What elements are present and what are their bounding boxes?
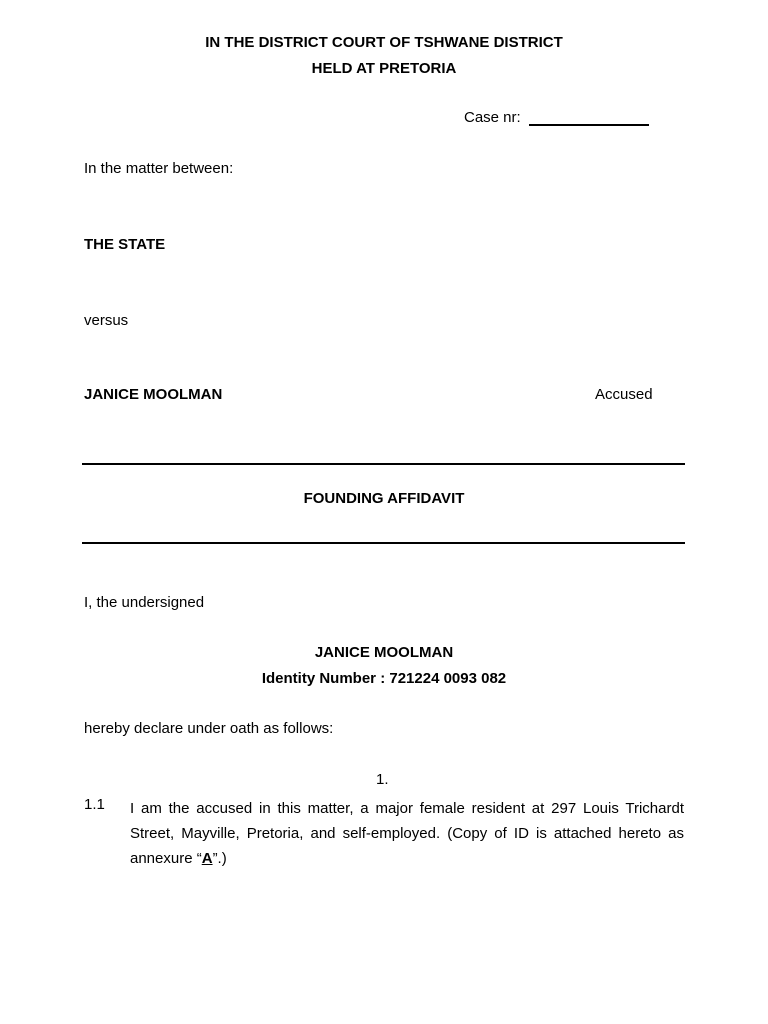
paragraph-text-end: ”.) xyxy=(212,850,227,867)
plaintiff-name: THE STATE xyxy=(84,236,166,253)
deponent-intro: I, the undersigned xyxy=(84,594,205,611)
versus-text: versus xyxy=(84,312,129,329)
annexure-reference: A xyxy=(201,850,213,867)
accused-name: JANICE MOOLMAN xyxy=(84,386,223,403)
section-number: 1. xyxy=(376,771,389,788)
accused-role: Accused xyxy=(595,386,653,403)
title-bottom-rule xyxy=(82,542,685,544)
document-title: FOUNDING AFFIDAVIT xyxy=(303,490,465,507)
matter-intro: In the matter between: xyxy=(84,160,234,177)
title-top-rule xyxy=(82,463,685,465)
held-at-heading: HELD AT PRETORIA xyxy=(311,60,457,77)
case-number-label: Case nr: xyxy=(464,109,521,126)
case-number-blank xyxy=(529,110,649,126)
paragraph-number: 1.1 xyxy=(84,796,105,813)
court-heading: IN THE DISTRICT COURT OF TSHWANE DISTRICT xyxy=(205,34,563,51)
deponent-id-number: Identity Number : 721224 0093 082 xyxy=(261,670,507,687)
paragraph-text-main: I am the accused in this matter, a major female resident at 297 Louis Trichardt Street, Mayville, Pretoria, and self-employed. (Copy of ID is attached hereto as annexure “ xyxy=(130,800,684,867)
declaration-text: hereby declare under oath as follows: xyxy=(84,720,334,737)
case-number-field xyxy=(464,109,649,126)
paragraph-text xyxy=(130,796,684,871)
deponent-name: JANICE MOOLMAN xyxy=(314,644,454,661)
